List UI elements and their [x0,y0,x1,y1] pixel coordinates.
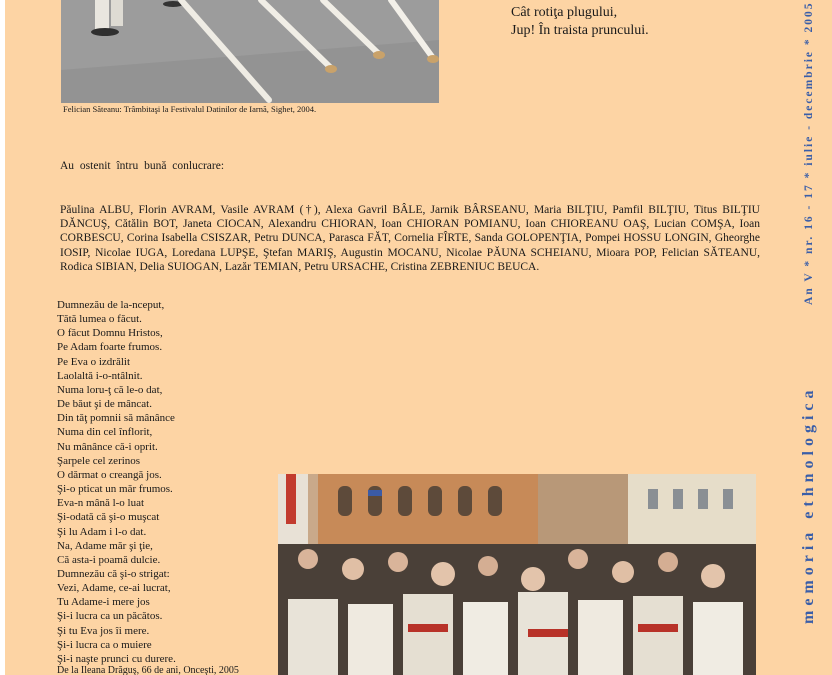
poem-line: Şi-o pticat un măr frumos. [57,483,173,496]
poem-line: Tătă lumea o făcut. [57,313,142,326]
poem-line: Numa loru-ţ că le-o dat, [57,383,163,396]
poem-line: Dumnezău că şi-o strigat: [57,567,170,580]
poem-line: Jup! În traista pruncului. [511,23,649,38]
poem-line: De băut şi de mâncat. [57,398,152,411]
poem-line: Din tăţ pomnii să mânânce [57,412,175,425]
poem-line: Nu mânânce că-i oprit. [57,440,158,453]
poem-line: Pe Adam foarte frumos. [57,341,163,354]
poem-line: Şi-i naşte prunci cu durere. [57,652,176,665]
poem-line: Vezi, Adame, ce-ai lucrat, [57,582,171,595]
poem-line: Pe Eva o izdrălit [57,355,131,368]
poem-line: O dărmat o creangă jos. [57,468,162,481]
poem-line: Şi-i lucra ca o muiere [57,638,152,651]
poem-fragment [511,4,649,40]
credits-names: Păulina ALBU, Florin AVRAM, Vasile AVRAM (†), Alexa Gavril BÂLE, Jarnik BÂRSEANU, Maria BILŢIU, Pamfil BILŢIU, Titus BILŢIU DĂNCUŞ, Cătălin BOT, Janeta CIOCAN, Alexandru CHIORAN, Ioan CHIORAN POMIANU, Ioan CHIOREANU OAŞ, Lucian COMŞA, Ioan CORBESCU, Corina Isabella CSISZAR, Petru DUNCA, Parasca FĂT, Cornelia FÎRTE, Sanda GOLOPENŢIA, Pompei HOSSU LONGIN, Gheorghe IOSIP, Nicolae IUGA, Loredana LUPŞE, Ştefan MARIŞ, Augustin MOCANU, Nicolae PĂUNA SCHEIANU, Mioara POP, Felician SĂTEANU, Rodica SIBIAN, Delia SUIOGAN, Lazăr TEMIAN, Petru URSACHE, Cristina ZEBRENIUC BEUCA. [60,204,760,273]
poem [57,298,176,666]
poem-line: Numa din cel înflorit, [57,426,153,439]
credits-heading: Au ostenit întru bună conlucrare: [60,160,225,172]
crowd-illustration [278,474,756,675]
page [5,0,832,675]
poem-line: Că asta-i poamă dulcie. [57,553,161,566]
trumpeters-illustration [61,0,439,103]
poem-line: Şi tu Eva jos îi mere. [57,624,150,637]
poem-line: Eva-n mână l-o luat [57,497,145,510]
journal-title: memoria ethnologica [800,385,817,624]
photo-crowd [278,474,756,675]
poem-line: Cât rotiţa plugului, [511,5,618,20]
photo-caption: Felician Săteanu: Trâmbitaşi la Festivalul Datinilor de Iarnă, Sighet, 2004. [63,104,317,114]
poem-line: Şi lu Adam i l-o dat. [57,525,147,538]
poem-line: Tu Adame-i mere jos [57,596,150,609]
poem-line: Dumnezău de la-nceput, [57,299,165,311]
poem-line: Şi-i lucra ca un păcătos. [57,610,163,623]
poem-line: Na, Adame măr şi ţie, [57,539,153,552]
issue-info: An V * nr. 16 - 17 * iulie - decembrie * 2005 [803,1,815,305]
poem-line: Şi-odată că şi-o muşcat [57,511,160,524]
poem-line: Laolaltă i-o-ntâlnit. [57,369,143,382]
poem-line: O făcut Domnu Hristos, [57,327,163,340]
photo-trumpeters [61,0,439,103]
poem-line: Şarpele cel zerinos [57,454,141,467]
poem-source: De la Ileana Drăguş, 66 de ani, Onceşti, 2005 [57,665,239,675]
